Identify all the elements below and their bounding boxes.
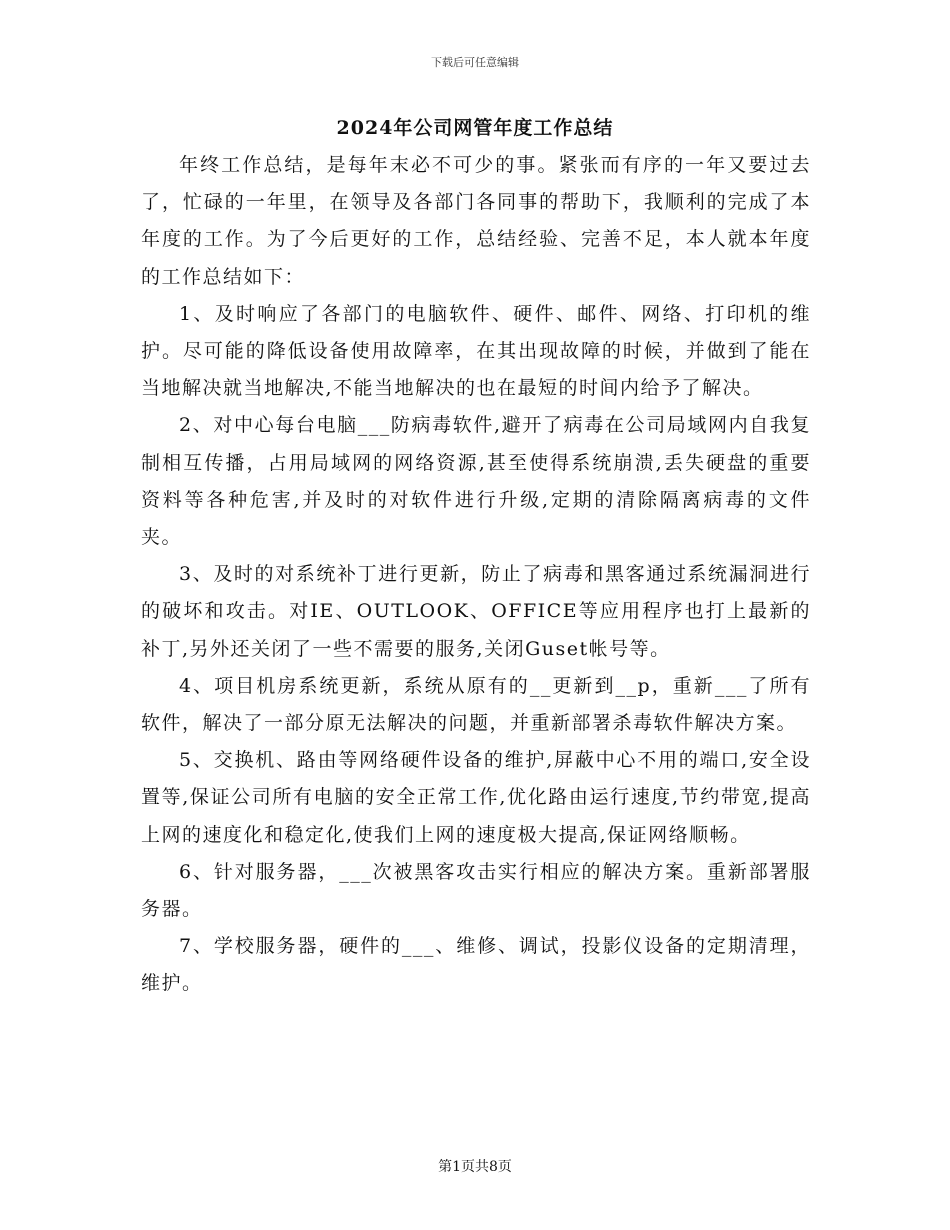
paragraph-item-7: 7、学校服务器，硬件的___、维修、调试，投影仪设备的定期清理，维护。 (141, 935, 811, 995)
paragraph-item-2: 2、对中心每台电脑___防病毒软件,避开了病毒在公司局域网内自我复制相互传播，占用局域网的网络资源,甚至使得系统崩溃,丢失硬盘的重要资料等各种危害,并及时的对软件进行升级,定期的清除隔离病毒的文件夹。 (141, 414, 811, 549)
paragraph-item-4: 4、项目机房系统更新，系统从原有的__更新到__p，重新___了所有软件，解决了一部分原无法解决的问题，并重新部署杀毒软件解决方案。 (141, 674, 811, 735)
paragraph-item-1: 1、及时响应了各部门的电脑软件、硬件、邮件、网络、打印机的维护。尽可能的降低设备使用故障率，在其出现故障的时候，并做到了能在当地解决就当地解决,不能当地解决的也在最短的时间内给予了解决。 (141, 302, 811, 400)
paragraph-item-3: 3、及时的对系统补丁进行更新，防止了病毒和黑客通过系统漏洞进行的破坏和攻击。对IE、OUTLOOK、OFFICE等应用程序也打上最新的补丁,另外还关闭了一些不需要的服务,关闭Guset帐号等。 (141, 563, 811, 660)
paragraph-intro: 年终工作总结，是每年末必不可少的事。紧张而有序的一年又要过去了，忙碌的一年里，在领导及各部门各同事的帮助下，我顺利的完成了本年度的工作。为了今后更好的工作，总结经验、完善不足，本人就本年度的工作总结如下： (141, 154, 811, 288)
paragraph-item-6: 6、针对服务器，___次被黑客攻击实行相应的解决方案。重新部署服务器。 (141, 860, 811, 921)
document-body (141, 147, 811, 1003)
paragraph-item-5: 5、交换机、路由等网络硬件设备的维护,屏蔽中心不用的端口,安全设置等,保证公司所有电脑的安全正常工作,优化路由运行速度,节约带宽,提高上网的速度化和稳定化,使我们上网的速度极大提高,保证网络顺畅。 (141, 749, 811, 846)
document-title: 2024年公司网管年度工作总结 (336, 117, 614, 139)
page-number: 第1页共8页 (438, 1159, 512, 1175)
header-note: 下载后可任意编辑 (431, 56, 519, 69)
